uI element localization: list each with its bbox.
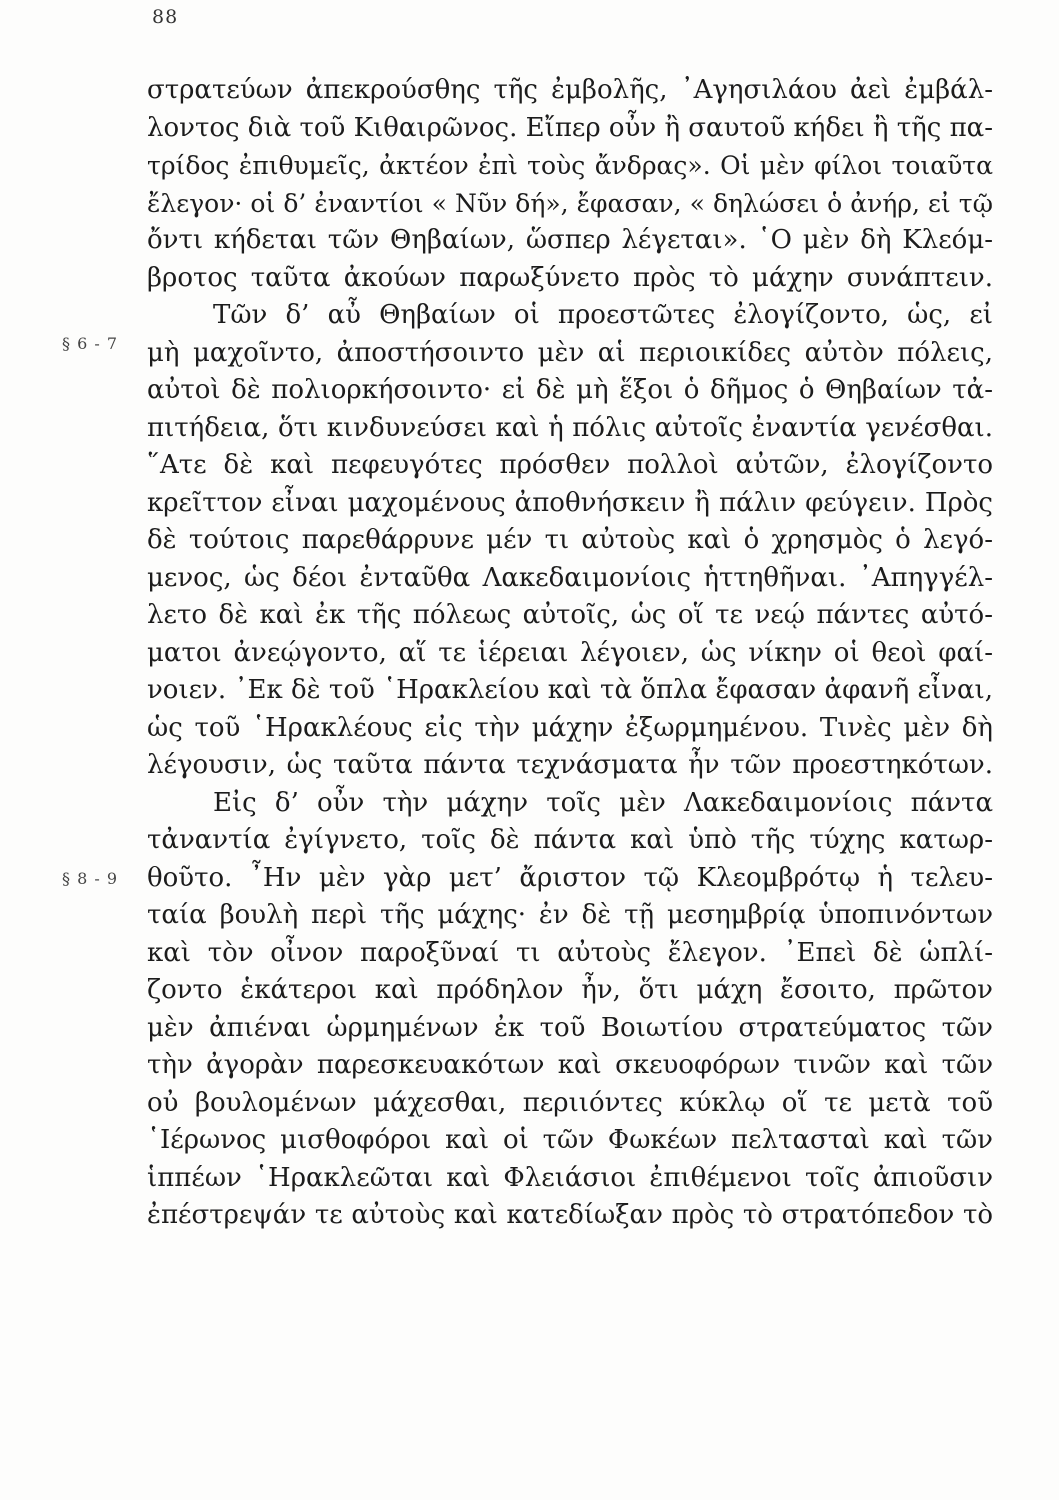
text-line: βροτος ταῦτα ἀκούων παρωξύνετο πρὸς τὸ μάχην συνάπτειν. bbox=[147, 262, 993, 293]
margin-section-note: § 8 - 9 bbox=[62, 869, 119, 888]
text-line: μὴ μαχοῖντο, ἀποστήσοιντο μὲν αἱ περιοικίδες αὐτὸν πόλεις, bbox=[147, 337, 993, 368]
text-line: ταία βουλὴ περὶ τῆς μάχης· ἐν δὲ τῇ μεσημβρίᾳ ὑποπινόντων bbox=[147, 900, 993, 930]
text-line: τὴν ἀγορὰν παρεσκευακότων καὶ σκευοφόρων τινῶν καὶ τῶν bbox=[147, 1050, 993, 1080]
text-line: ἔλεγον· οἱ δ’ ἐναντίοι « Νῦν δή», ἔφασαν, « δηλώσει ὁ ἀνήρ, εἰ τῷ bbox=[147, 188, 993, 218]
text-line: ῾Ιέρωνος μισθοφόροι καὶ οἱ τῶν Φωκέων πελτασταὶ καὶ τῶν bbox=[147, 1125, 993, 1155]
text-line: ῞Ατε δὲ καὶ πεφευγότες πρόσθεν πολλοὶ αὐτῶν, ἐλογίζοντο bbox=[147, 450, 993, 480]
text-line: οὐ βουλομένων μάχεσθαι, περιιόντες κύκλῳ οἵ τε μετὰ τοῦ bbox=[147, 1087, 993, 1118]
body-text bbox=[147, 72, 993, 1235]
text-line: ἐπέστρεψάν τε αὐτοὺς καὶ κατεδίωξαν πρὸς τὸ στρατόπεδον τὸ bbox=[147, 1200, 993, 1230]
text-line: Τῶν δ’ αὖ Θηβαίων οἱ προεστῶτες ἐλογίζοντο, ὡς, εἰ bbox=[213, 300, 993, 330]
text-line: στρατεύων ἀπεκρούσθης τῆς ἐμβολῆς, ᾿Αγησιλάου ἀεὶ ἐμβάλ- bbox=[147, 75, 993, 105]
text-line: κρεῖττον εἶναι μαχομένους ἀποθνήσκειν ἢ πάλιν φεύγειν. Πρὸς bbox=[147, 487, 993, 518]
margin-section-note: § 6 - 7 bbox=[62, 334, 119, 353]
text-line: μενος, ὡς δέοι ἐνταῦθα Λακεδαιμονίοις ἡττηθῆναι. ᾿Απηγγέλ- bbox=[147, 562, 993, 593]
text-line: λετο δὲ καὶ ἐκ τῆς πόλεως αὐτοῖς, ὡς οἵ τε νεῴ πάντες αὐτό- bbox=[147, 600, 993, 630]
text-line: τἀναντία ἐγίγνετο, τοῖς δὲ πάντα καὶ ὑπὸ τῆς τύχης κατωρ- bbox=[147, 825, 993, 855]
text-line: θοῦτο. ῏Ην μὲν γὰρ μετ’ ἄριστον τῷ Κλεομβρότῳ ἡ τελευ- bbox=[147, 862, 993, 893]
text-line: ματοι ἀνεῴγοντο, αἵ τε ἱέρειαι λέγοιεν, ὡς νίκην οἱ θεοὶ φαί- bbox=[147, 637, 993, 668]
text-line: νοιεν. ᾿Εκ δὲ τοῦ ῾Ηρακλείου καὶ τὰ ὅπλα ἔφασαν ἀφανῆ εἶναι, bbox=[147, 675, 993, 705]
text-line: Εἰς δ’ οὖν τὴν μάχην τοῖς μὲν Λακεδαιμονίοις πάντα bbox=[213, 787, 993, 818]
text-line: ὄντι κήδεται τῶν Θηβαίων, ὥσπερ λέγεται». ῾Ο μὲν δὴ Κλεόμ- bbox=[147, 225, 993, 255]
text-line: ζοντο ἑκάτεροι καὶ πρόδηλον ἦν, ὅτι μάχη ἔσοιτο, πρῶτον bbox=[147, 975, 993, 1005]
text-line: αὐτοὶ δὲ πολιορκήσοιντο· εἰ δὲ μὴ ἕξοι ὁ δῆμος ὁ Θηβαίων τἀ- bbox=[147, 375, 993, 405]
text-line: δὲ τούτοις παρεθάρρυνε μέν τι αὐτοὺς καὶ ὁ χρησμὸς ὁ λεγό- bbox=[147, 525, 993, 555]
page-number: 88 bbox=[152, 6, 179, 28]
text-line: λέγουσιν, ὡς ταῦτα πάντα τεχνάσματα ἦν τῶν προεστηκότων. bbox=[147, 750, 993, 780]
text-line: τρίδος ἐπιθυμεῖς, ἀκτέον ἐπὶ τοὺς ἄνδρας». Οἱ μὲν φίλοι τοιαῦτα bbox=[147, 151, 993, 180]
text-line: καὶ τὸν οἶνον παροξῦναί τι αὐτοὺς ἔλεγον. ᾿Επεὶ δὲ ὡπλί- bbox=[147, 937, 993, 968]
text-line: ὡς τοῦ ῾Ηρακλέους εἰς τὴν μάχην ἐξωρμημένου. Τινὲς μὲν δὴ bbox=[147, 712, 993, 743]
text-line: μὲν ἀπιέναι ὡρμημένων ἐκ τοῦ Βοιωτίου στρατεύματος τῶν bbox=[147, 1012, 993, 1043]
text-line: λοντος διὰ τοῦ Κιθαιρῶνος. Εἴπερ οὖν ἢ σαυτοῦ κήδει ἢ τῆς πα- bbox=[147, 112, 993, 143]
text-line: πιτήδεια, ὅτι κινδυνεύσει καὶ ἡ πόλις αὐτοῖς ἐναντία γενέσθαι. bbox=[147, 412, 993, 443]
text-line: ἱππέων ῾Ηρακλεῶται καὶ Φλειάσιοι ἐπιθέμενοι τοῖς ἀπιοῦσιν bbox=[147, 1162, 993, 1193]
